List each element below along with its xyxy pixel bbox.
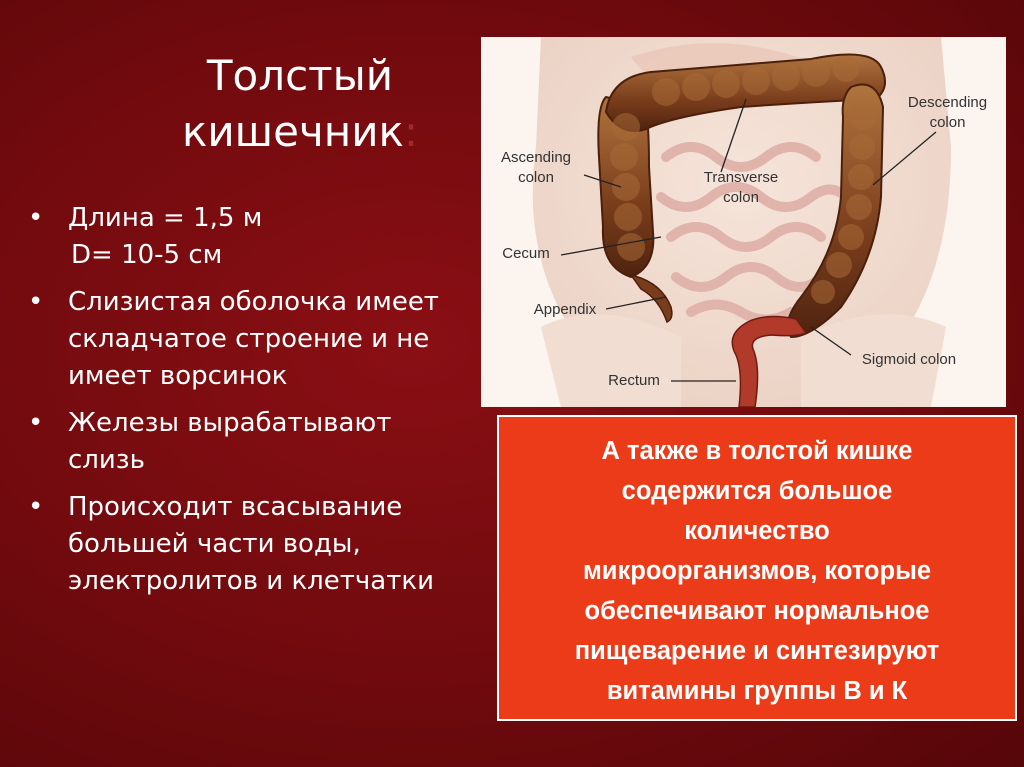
label-sigmoid-colon: Sigmoid colon — [861, 351, 957, 368]
bullet-item — [28, 489, 468, 600]
label-rectum: Rectum — [608, 372, 660, 389]
bullet-text: Железы вырабатывают слизь — [68, 408, 392, 475]
slide-title — [150, 48, 450, 160]
callout-line: микроорганизмов, которые — [582, 557, 932, 585]
title-line-2 — [150, 104, 450, 160]
label-ascending-colon: Ascending colon — [500, 149, 572, 186]
callout-line: витамины группы В и К — [606, 677, 908, 705]
callout-line: содержится большое — [621, 477, 893, 505]
label-appendix: Appendix — [533, 301, 597, 318]
title-colon: : — [403, 107, 419, 156]
bullet-dot: • — [28, 408, 44, 438]
callout-line: пищеварение и синтезируют — [574, 637, 940, 665]
bullet-dot: • — [28, 492, 44, 522]
colon-anatomy-figure — [481, 37, 1006, 407]
bullet-item — [28, 200, 468, 237]
bullet-subline: D= 10-5 см — [71, 240, 223, 270]
bullet-item — [28, 405, 468, 479]
bullet-dot: • — [28, 203, 44, 233]
callout-box — [497, 415, 1017, 721]
bullet-item — [28, 284, 468, 395]
label-cecum: Cecum — [502, 245, 550, 262]
bullet-text: Слизистая оболочка имеет складчатое строение и не имеет ворсинок — [68, 287, 439, 391]
title-line-1: Толстый — [206, 51, 394, 100]
bullet-dot: • — [28, 287, 44, 317]
label-descending-colon: Descending colon — [907, 94, 988, 131]
callout-line: количество — [684, 517, 830, 545]
bullet-text: Длина = 1,5 м — [68, 203, 263, 233]
bullet-list — [28, 200, 468, 610]
callout-line: обеспечивают нормальное — [584, 597, 930, 625]
callout-line: А также в толстой кишке — [601, 437, 913, 465]
title-word: кишечник — [181, 107, 404, 156]
label-transverse-colon: Transverse colon — [703, 169, 779, 206]
pelvis-left — [541, 314, 681, 407]
bullet-text: Происходит всасывание большей части воды, электролитов и клетчатки — [68, 492, 434, 596]
